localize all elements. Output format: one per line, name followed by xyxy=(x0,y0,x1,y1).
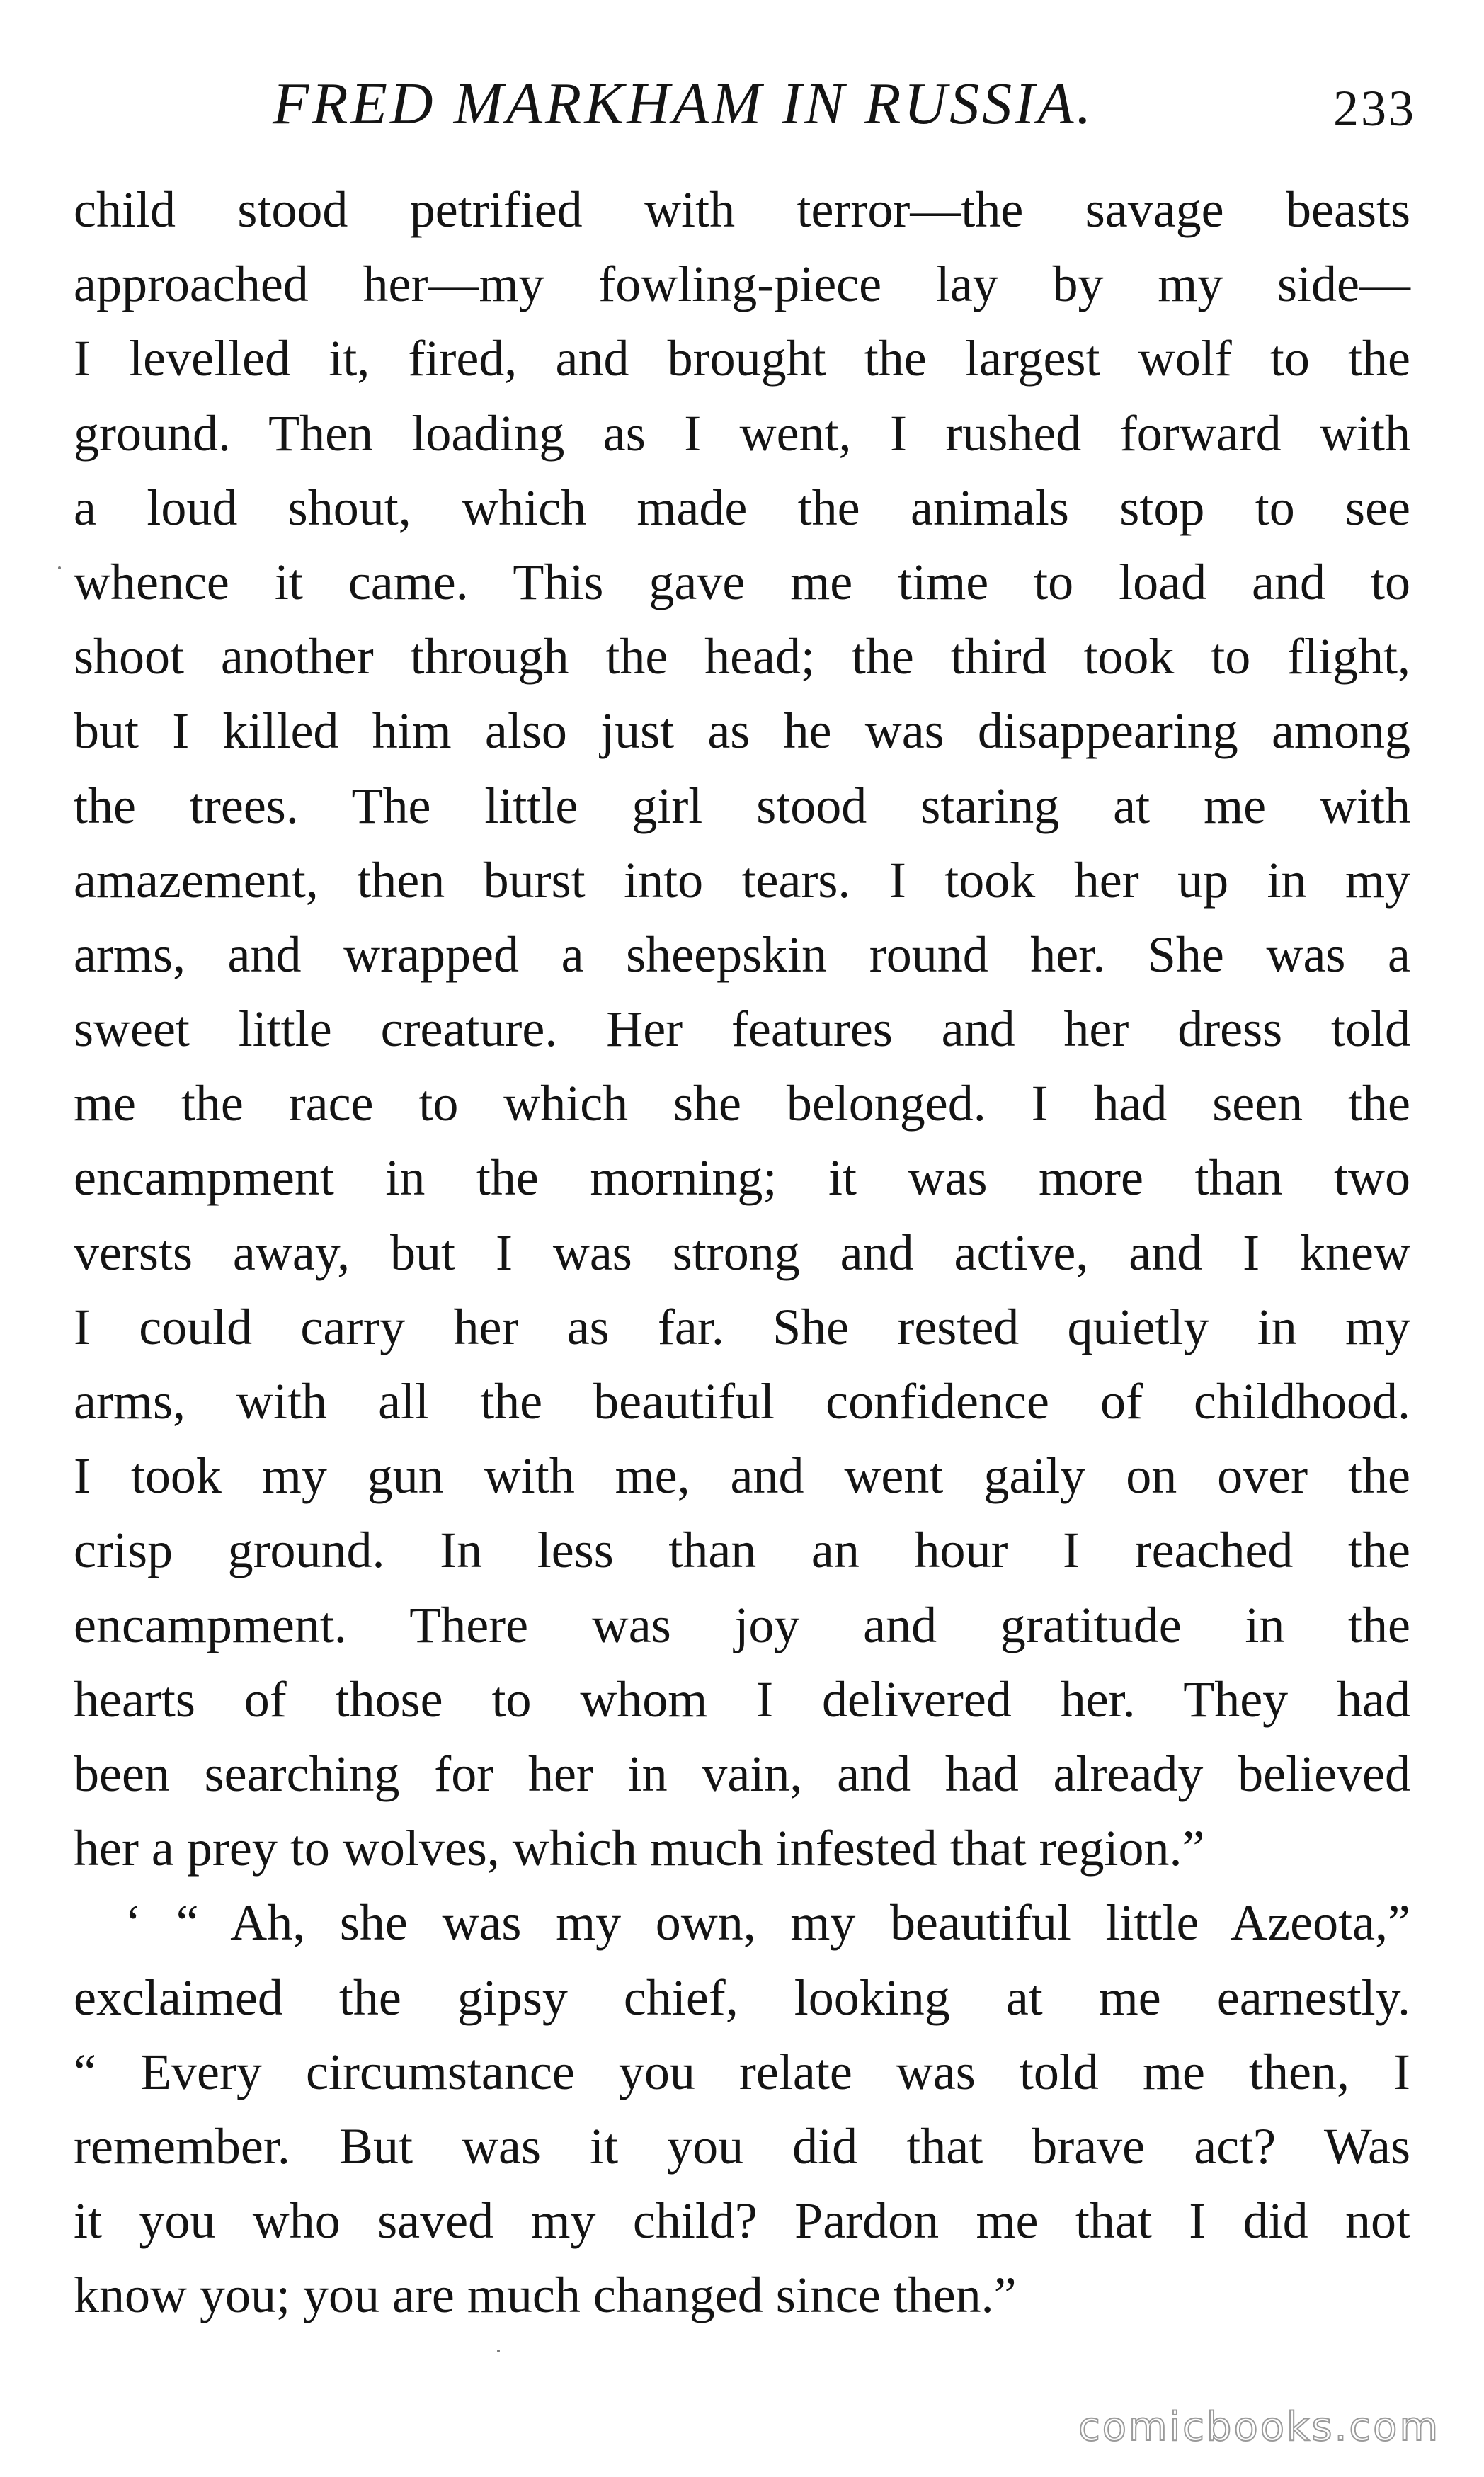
text-line: ground. Then loading as I went, I rushed forward with xyxy=(74,404,1410,462)
text-line: crisp ground. In less than an hour I reached the xyxy=(74,1522,1410,1579)
watermark-logo: comicbooks.com xyxy=(1078,2404,1440,2450)
text-line: amazement, then burst into tears. I took her up in my xyxy=(74,851,1410,909)
text-line: but I killed him also just as he was disappearing among xyxy=(74,702,1410,760)
text-line: hearts of those to whom I delivered her. They had xyxy=(74,1670,1410,1728)
paragraph-end-line: know you; you are much changed since then.” xyxy=(74,2267,1017,2324)
text-line: it you who saved my child? Pardon me that I did not xyxy=(74,2192,1410,2250)
text-line: been searching for her in vain, and had already believed xyxy=(74,1745,1410,1802)
text-line: I levelled it, fired, and brought the largest wolf to the xyxy=(74,330,1410,387)
text-line: me the race to which she belonged. I had seen the xyxy=(74,1075,1410,1132)
page-number: 233 xyxy=(1333,80,1416,137)
text-line: I took my gun with me, and went gaily on over the xyxy=(74,1447,1410,1505)
text-line: remember. But was it you did that brave act? Was xyxy=(74,2117,1410,2175)
paragraph-start-line: ‘ “ Ah, she was my own, my beautiful little Azeota,” xyxy=(125,1894,1410,1952)
text-line: approached her—my fowling-piece lay by my side— xyxy=(74,256,1410,313)
text-line: encampment. There was joy and gratitude in the xyxy=(74,1596,1410,1653)
text-line: a loud shout, which made the animals stop to see xyxy=(74,479,1410,536)
text-line: versts away, but I was strong and active, and I knew xyxy=(74,1224,1410,1281)
text-line: exclaimed the gipsy chief, looking at me earnestly. xyxy=(74,1969,1410,2026)
print-speck xyxy=(58,566,61,569)
print-speck xyxy=(497,2350,500,2352)
text-line: the trees. The little girl stood staring at me with xyxy=(74,777,1410,834)
text-line: child stood petrified with terror—the savage beasts xyxy=(74,181,1410,238)
text-line: I could carry her as far. She rested quietly in my xyxy=(74,1298,1410,1355)
text-line: whence it came. This gave me time to load and to xyxy=(74,553,1410,610)
text-line: encampment in the morning; it was more than two xyxy=(74,1149,1410,1207)
text-line: “ Every circumstance you relate was told me then, I xyxy=(74,2043,1410,2100)
text-line: arms, and wrapped a sheepskin round her. She was a xyxy=(74,926,1410,983)
running-title: FRED MARKHAM IN RUSSIA. xyxy=(273,71,1095,137)
text-line: sweet little creature. Her features and her dress told xyxy=(74,1001,1410,1058)
body-text xyxy=(74,173,1410,2333)
text-line: arms, with all the beautiful confidence of childhood. xyxy=(74,1373,1410,1430)
text-line: shoot another through the head; the third took to flight, xyxy=(74,628,1410,685)
running-head xyxy=(71,65,1416,143)
paragraph-end-line: her a prey to wolves, which much infested that region.” xyxy=(74,1820,1205,1877)
